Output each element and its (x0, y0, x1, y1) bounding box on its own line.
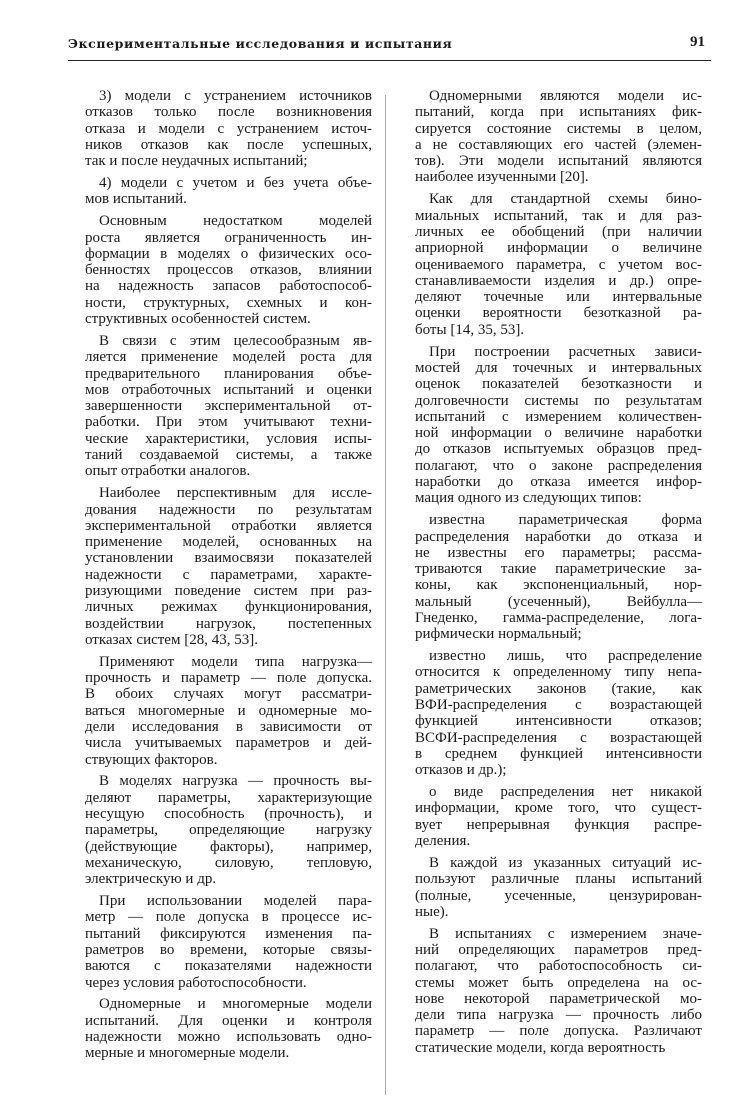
text-line: полагают, что работоспособность си- (415, 958, 702, 975)
text-line: завершенности экспериментальной от- (85, 398, 372, 415)
text-line: распределения наработки до отказа и (415, 528, 702, 545)
paragraph (85, 88, 372, 169)
text-line: механическую, силовую, тепловую, (85, 854, 372, 871)
text-line: В моделях нагрузка — прочность вы- (99, 773, 372, 790)
text-line: дели типа нагрузка — прочность либо (415, 1007, 702, 1024)
text-line: коны, как экспоненциальный, нор- (415, 577, 702, 594)
header-rule (68, 60, 711, 61)
page-number: 91 (690, 34, 705, 50)
text-line: структивных особенностей систем. (85, 311, 311, 328)
text-line: Применяют модели типа нагрузка— (99, 653, 372, 670)
text-line: рифмически нормальный; (415, 626, 582, 643)
text-line: ческие характеристики, условия испы- (85, 430, 372, 447)
text-line: функцией интенсивности отказов; (415, 713, 702, 730)
text-line: воздействии нагрузок, постепенных (85, 615, 372, 632)
text-line: станавливаемости изделия и др.) опре- (415, 272, 702, 289)
text-line: опыт отработки аналогов. (85, 463, 251, 480)
text-line: При использовании моделей пара- (99, 893, 372, 910)
text-line: 3) модели с устранением источников (99, 88, 372, 104)
paragraph (85, 893, 372, 991)
text-line: мация одного из следующих типов: (415, 490, 642, 507)
text-line: мальный (усеченный), Вейбулла— (415, 593, 702, 610)
column-divider (385, 95, 386, 1095)
text-line: Наиболее перспективным для иссле- (99, 485, 372, 502)
text-line: в среднем функцией интенсивности (415, 745, 702, 762)
text-line: ной информации о величине наработки (415, 425, 702, 442)
text-line: мов испытаний. (85, 191, 187, 208)
paragraph (85, 333, 372, 480)
text-line: ляется применение моделей роста для (85, 349, 372, 366)
text-line: испытаний. Для оценки и контроля (85, 1012, 372, 1029)
text-line: В каждой из указанных ситуаций ис- (429, 854, 702, 871)
right-column (415, 88, 702, 1062)
text-line: параметры, определяющие нагрузку (85, 822, 372, 839)
text-line: боты [14, 35, 53]. (415, 321, 525, 338)
paragraph (415, 855, 702, 920)
text-line: деления. (415, 833, 471, 850)
paragraph (415, 926, 702, 1056)
paragraph (85, 996, 372, 1061)
text-line: Основным недостатком моделей (99, 213, 372, 230)
text-line: отказов только после возникновения (85, 104, 372, 121)
text-line: ВФИ-распределения с возрастающей (415, 697, 702, 714)
text-line: экспериментальной отработки является (85, 517, 372, 534)
text-line: вует непрерывная функция распре- (415, 816, 702, 833)
text-line: бенностях процессов отказов, влиянии (85, 262, 372, 279)
text-line: триваются такие параметрические за- (415, 561, 702, 578)
text-line: мерные и многомерные модели. (85, 1045, 290, 1062)
text-line: испытаний с измерением количествен- (415, 408, 702, 425)
text-line: дели исследования в зависимости от (85, 718, 372, 735)
paragraph (85, 175, 372, 208)
text-line: наиболее изученными [20]. (415, 169, 589, 186)
text-line: отказов и др.); (415, 762, 507, 779)
text-line: применение моделей, основанных на (85, 534, 372, 551)
text-line: нове некоторой параметрической мо- (415, 990, 702, 1007)
text-line: не известны его параметры; рассма- (415, 544, 702, 561)
text-line: ний определяющих параметров пред- (415, 942, 702, 958)
text-line: надежности с параметрами, характе- (85, 566, 372, 583)
text-line: ваются с показателями надежности (85, 958, 372, 975)
text-line: В связи с этим целесообразным яв- (99, 332, 372, 349)
paragraph (85, 213, 372, 327)
text-line: отказа и модели с устранением источ- (85, 120, 372, 137)
text-line: ВСФИ-распределения с возрастающей (415, 729, 702, 746)
paragraph (415, 344, 702, 507)
text-line: раметрических законов (такие, как (415, 680, 702, 697)
text-line: априорной информации о величине (415, 240, 702, 257)
text-line: оценки вероятности безотказной ра- (415, 305, 702, 322)
text-line: Одномерные и многомерные модели (99, 996, 372, 1013)
text-line: таний создаваемой системы, а также (85, 447, 372, 464)
paragraph (415, 191, 702, 338)
text-line: В обоих случаях могут рассматри- (85, 686, 372, 703)
text-line: так и после неудачных испытаний; (85, 153, 308, 170)
text-line: а не составляющих его частей (элемен- (415, 136, 702, 153)
text-line: оценок показателей безотказности и (415, 376, 702, 393)
text-line: стемы может быть определена на ос- (415, 974, 702, 991)
text-line: мов отработочных испытаний и оценки (85, 381, 372, 398)
text-line: о виде распределения нет никакой (429, 784, 702, 801)
paragraph (415, 88, 702, 186)
text-line: до отказов испытуемых образцов пред- (415, 441, 702, 458)
text-line: несущую способность (прочность), и (85, 806, 372, 823)
text-line: раметров во времени, которые связы- (85, 942, 372, 958)
text-line: (полные, усеченные, цензурирован- (415, 887, 702, 904)
text-line: ваться многомерные и одномерные мо- (85, 702, 372, 719)
paragraph (415, 784, 702, 849)
text-line: работки. При этом учитывают техни- (85, 414, 372, 431)
text-line: предварительного планирования объе- (85, 365, 372, 382)
text-line: установлении взаимосвязи показателей (85, 550, 372, 567)
text-line: известно лишь, что распределение (429, 648, 702, 665)
text-line: ные). (415, 903, 449, 920)
text-line: числа учитываемых параметров и дей- (85, 735, 372, 752)
text-line: сируется состояние системы в целом, (415, 120, 702, 137)
text-line: статические модели, когда вероятность (415, 1039, 666, 1056)
text-line: метр — поле допуска в процессе ис- (85, 909, 372, 926)
text-line: оцениваемого параметра, с учетом вос- (415, 256, 702, 273)
paragraph (85, 773, 372, 887)
text-line: информации, кроме того, что сущест- (415, 800, 702, 817)
paragraph (415, 512, 702, 642)
text-line: ризующими поведение систем при раз- (85, 582, 372, 599)
text-line: дования надежности по результатам (85, 501, 372, 518)
running-title: Экспериментальные исследования и испытания (68, 36, 453, 51)
text-line: миальных испытаний, так и для раз- (415, 207, 702, 224)
text-line: Как для стандартной схемы бино- (429, 191, 702, 208)
text-line: пользуют различные планы испытаний (415, 871, 702, 888)
text-line: отказах систем [28, 43, 53]. (85, 631, 258, 648)
text-line: личных ее обобщений (при наличии (415, 223, 702, 240)
text-line: параметр — поле допуска. Различают (415, 1023, 702, 1040)
text-line: тов). Эти модели испытаний являются (415, 153, 702, 170)
text-line: роста является ограниченность ин- (85, 229, 372, 246)
page-header (68, 36, 713, 58)
text-line: (действующие факторы), например, (85, 838, 372, 855)
left-column (85, 88, 372, 1067)
text-line: долговечности системы по результатам (415, 392, 702, 409)
text-line: деляют точечные или интервальные (415, 289, 702, 306)
text-line: Одномерными являются модели ис- (429, 88, 702, 104)
paragraph (415, 648, 702, 778)
text-line: Гнеденко, гамма-распределение, лога- (415, 609, 702, 626)
text-line: личных режимах функционирования, (85, 599, 372, 616)
text-line: ников отказов как после успешных, (85, 136, 372, 153)
text-line: пытаний фиксируются изменения па- (85, 925, 372, 942)
text-line: наработки до отказа имеется инфор- (415, 474, 702, 491)
text-line: надежности можно использовать одно- (85, 1029, 372, 1046)
text-line: 4) модели с учетом и без учета объе- (99, 175, 372, 192)
text-line: относится к определенному типу непа- (415, 664, 702, 681)
paragraph (85, 654, 372, 768)
text-line: ности, структурных, схемных и кон- (85, 294, 372, 311)
text-line: формации в моделях о физических осо- (85, 245, 372, 262)
paragraph (85, 485, 372, 648)
text-line: пытаний, когда при испытаниях фик- (415, 104, 702, 121)
text-line: мостей для точечных и интервальных (415, 359, 702, 376)
text-line: В испытаниях с измерением значе- (429, 925, 702, 942)
text-line: электрическую и др. (85, 871, 217, 888)
text-line: При построении расчетных зависи- (429, 343, 702, 360)
text-line: через условия работоспособности. (85, 974, 307, 991)
text-line: деляют параметры, характеризующие (85, 789, 372, 806)
text-line: ствующих факторов. (85, 751, 218, 768)
text-line: полагают, что о законе распределения (415, 457, 702, 474)
text-line: известна параметрическая форма (429, 512, 702, 529)
text-line: прочность и параметр — поле допуска. (85, 670, 372, 687)
text-line: на надежность запасов работоспособ- (85, 278, 372, 295)
